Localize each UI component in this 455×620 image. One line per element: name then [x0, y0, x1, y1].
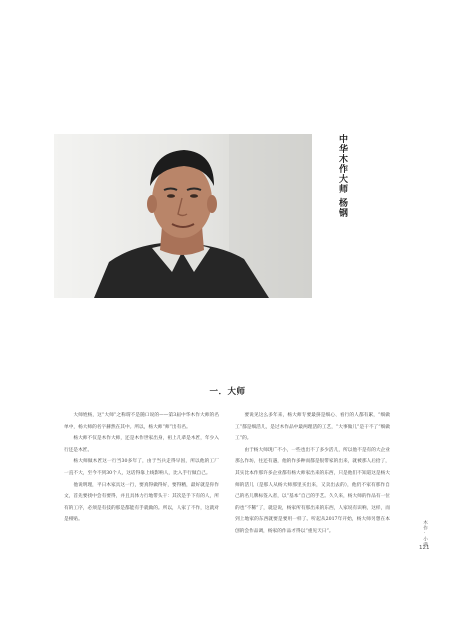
body-column-left [64, 410, 219, 526]
title-name: 杨钢 [337, 198, 347, 218]
paragraph: 大师姓杨，这“大师”之称谓不是随口说的——第3届中华木作大师的名单中，杨大师的名字赫然在其中。所以，杨大师“师”出有名。 [64, 413, 219, 430]
paragraph: 杨大师不仅是木作大师，还是木作世家出身，祖上几辈是木匠，年少入行还是木匠。 [64, 436, 219, 453]
body-column-right [235, 410, 390, 538]
paragraph: 要说见这么多年来，杨大师专要最挤是细心、看行的人都有累，“细做工”都是细活儿，是过木作品中最两理活的工艺，“大事做儿”是干不了“细做工”的。 [235, 413, 390, 442]
paragraph: 他说明理，平日木家具这一行，要真得做得好，要得精，最好就是你作文，首先要找中会有要得，并且具体力行地带头干：其次是手下有的人，所有的工序，必须是有技的那是都能有手就做的。所以，人家了不作，这就对是相贴。 [64, 482, 219, 523]
title-line-1: 中华木作大师 [337, 134, 347, 194]
article-title [336, 134, 349, 218]
portrait-illustration [54, 134, 312, 298]
running-title: 木作·小满 [422, 520, 427, 548]
paragraph: 由于杨大师现广不小，一些也出不了多少活儿，所以他不是有的大企业那么作坊，往还有遇，他的作多种而都是很带家的出来，就被那人后拾了，其实比本作那许多企业都有杨大师家出来的东西，只是他们不知道这是杨大师的活儿（是那人从杨大师那里买出来，又卖出去的），他仍不家有那作自己的名儿牌标签入者，以“基本”自己的手艺。久久来，杨大师的作品有一位的也“不稀”了，就是说，杨家所有那出来的东西，人家说有识响，这样，而到上地家的东西就要是要用一样了。听起从2017年开始，杨大师另想在本创的会作品调，杨家的作品才得以“重见天日”。 [235, 447, 390, 534]
portrait-photo [54, 134, 312, 298]
paragraph: 杨大师做木匠这一行当30多年了，由于当兵走得早因，所以他的工厂一直不大，至今不到30个人，这话得靠上线影响人，比入手行做自己。 [64, 459, 219, 476]
section-heading: 一．大师 [209, 387, 246, 397]
page-number: 121 [419, 545, 430, 551]
